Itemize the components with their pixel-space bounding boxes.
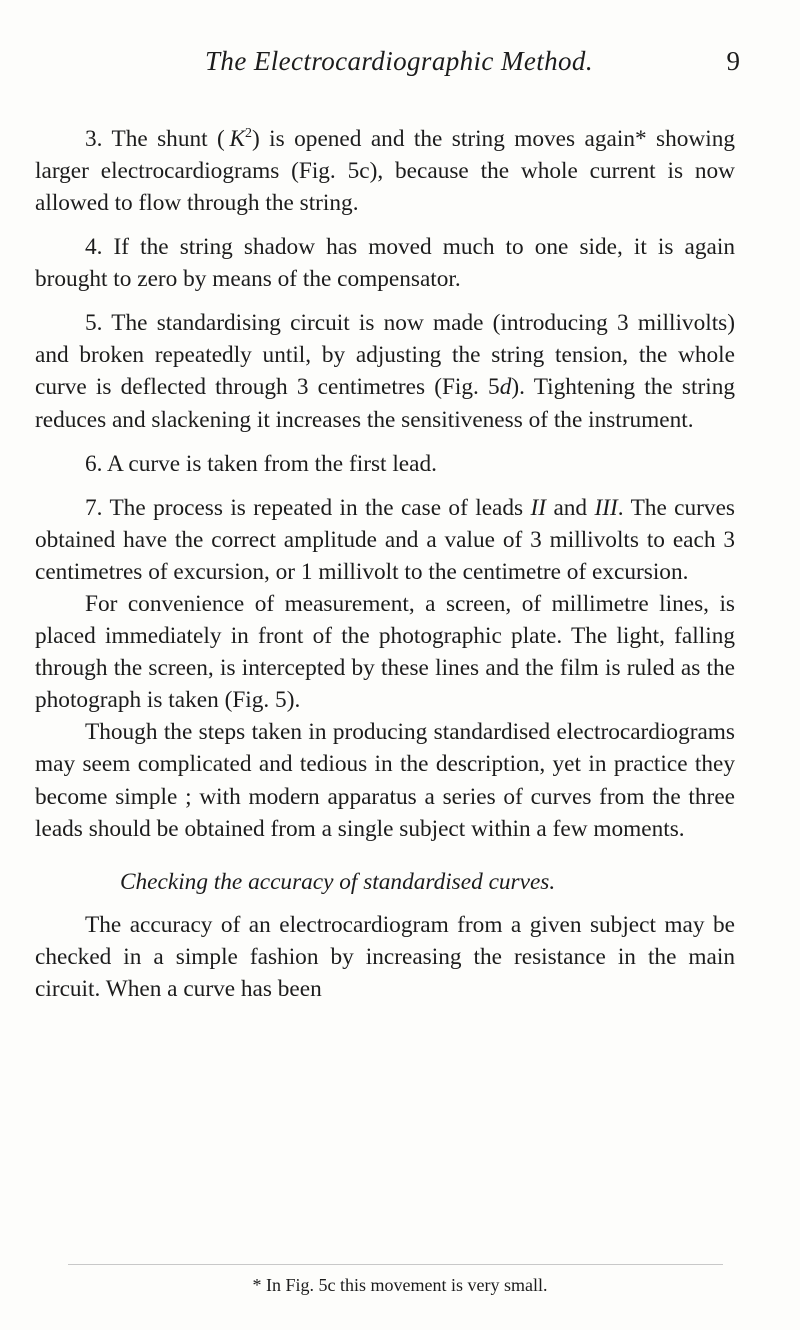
footnote-divider [68,1264,723,1265]
paragraph-measurement: For convenience of measurement, a screen, of millimetre lines, is placed immediately in front of the photographic plate. The light, falling through the screen, is intercepted by these lines and the film is ruled as the photograph is taken (Fig. 5). [35,590,735,714]
paragraph-practice: Though the steps taken in producing standardised electrocardiograms may seem complicated and tedious in the description, yet in practice they become simple ; with modern apparatus a series of curves from the three leads should be obtained from a single subject within a few moments. [35,719,735,842]
section-heading: Checking the accuracy of standardised curves. [120,868,556,895]
running-title: The Electrocardiographic Method. [205,46,593,76]
paragraph-step-3: 3. The shunt ( $K^2$) is opened and the string moves again* showing larger electrocardiograms (Fig. 5c), because the whole current is now allowed to flow through the string. [35,125,735,216]
paragraph-step-4: 4. If the string shadow has moved much to one side, it is again brought to zero by means of the compensator. [35,234,735,293]
paragraph-step-7: 7. The process is repeated in the case of leads II and III. The curves obtained have the correct amplitude and a value of 3 millivolts to each 3 centimetres of excursion, or 1 millivolt to the centimetre of excursion. [35,494,735,585]
page-number: 9 [726,46,740,76]
paragraph-step-6: 6. A curve is taken from the first lead. [85,450,437,477]
paragraph-step-5: 5. The standardising circuit is now made (introducing 3 millivolts) and broken repeatedly until, by adjusting the string tension, the whole curve is deflected through 3 centimetres (Fig. 5d). Tightening the string reduces and slackening it increases the sensitiveness of the instrument. [35,310,735,433]
body-text [35,118,735,1005]
footnote: * In Fig. 5c this movement is very small. [252,1275,548,1295]
page-header [120,46,740,80]
paragraph-accuracy: The accuracy of an electrocardiogram from a given subject may be checked in a simple fashion by increasing the resistance in the main circuit. When a curve has been [35,911,735,1003]
